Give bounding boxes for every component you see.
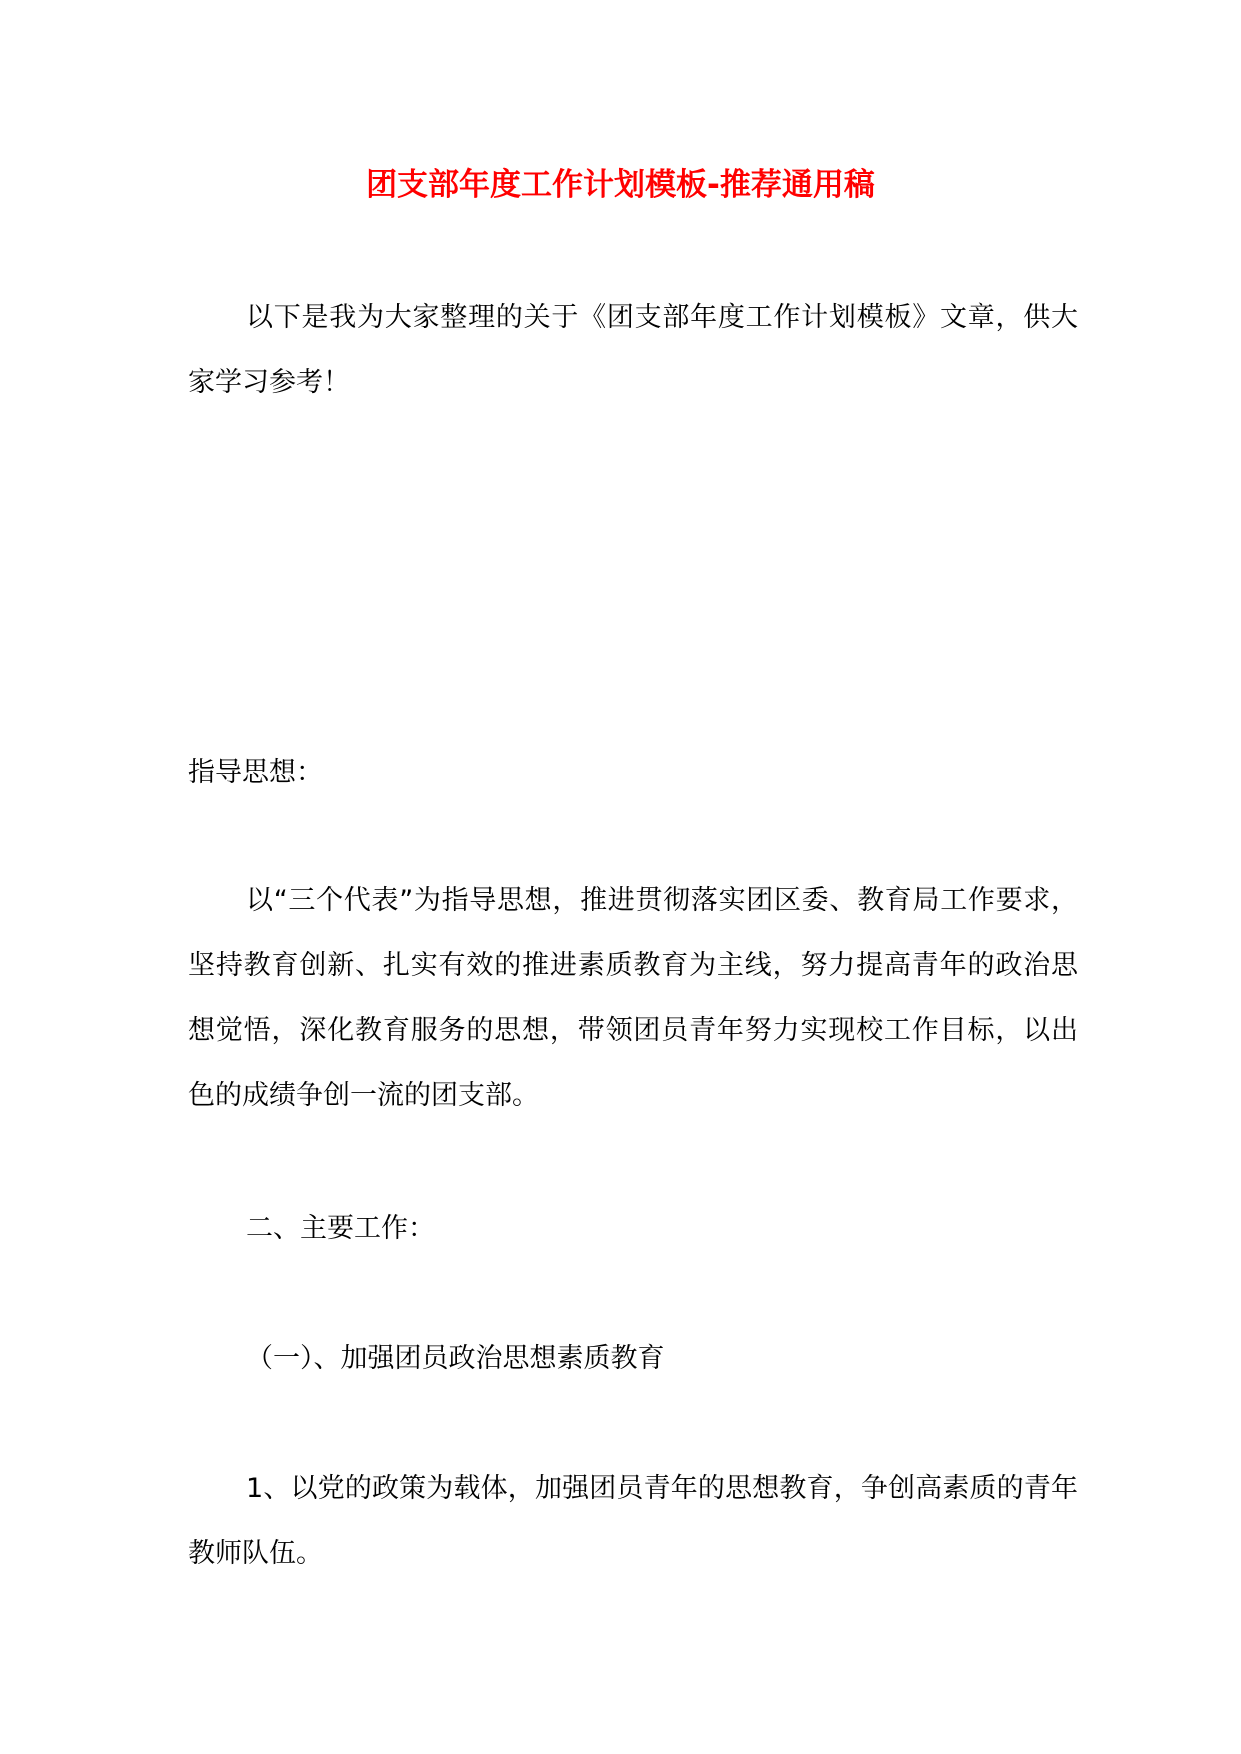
- guiding-ideology-heading: 指导思想：: [188, 757, 323, 788]
- list-item-1: 1、以党的政策为载体，加强团员青年的思想教育，争创高素质的青年教师队伍。: [188, 1473, 1078, 1569]
- intro-paragraph: 以下是我为大家整理的关于《团支部年度工作计划模板》文章，供大家学习参考！: [188, 302, 1078, 398]
- guiding-ideology-paragraph: 以“三个代表”为指导思想，推进贯彻落实团区委、教育局工作要求，坚持教育创新、扎实有效的推进素质教育为主线，努力提高青年的政治思想觉悟，深化教育服务的思想，带领团员青年努力实现校工作目标，以出色的成绩争创一流的团支部。: [188, 885, 1078, 1111]
- section-1-heading: （一）、加强团员政治思想素质教育: [246, 1343, 665, 1374]
- document-title: 团支部年度工作计划模板-推荐通用稿: [366, 167, 875, 203]
- main-work-heading: 二、主要工作：: [246, 1213, 435, 1244]
